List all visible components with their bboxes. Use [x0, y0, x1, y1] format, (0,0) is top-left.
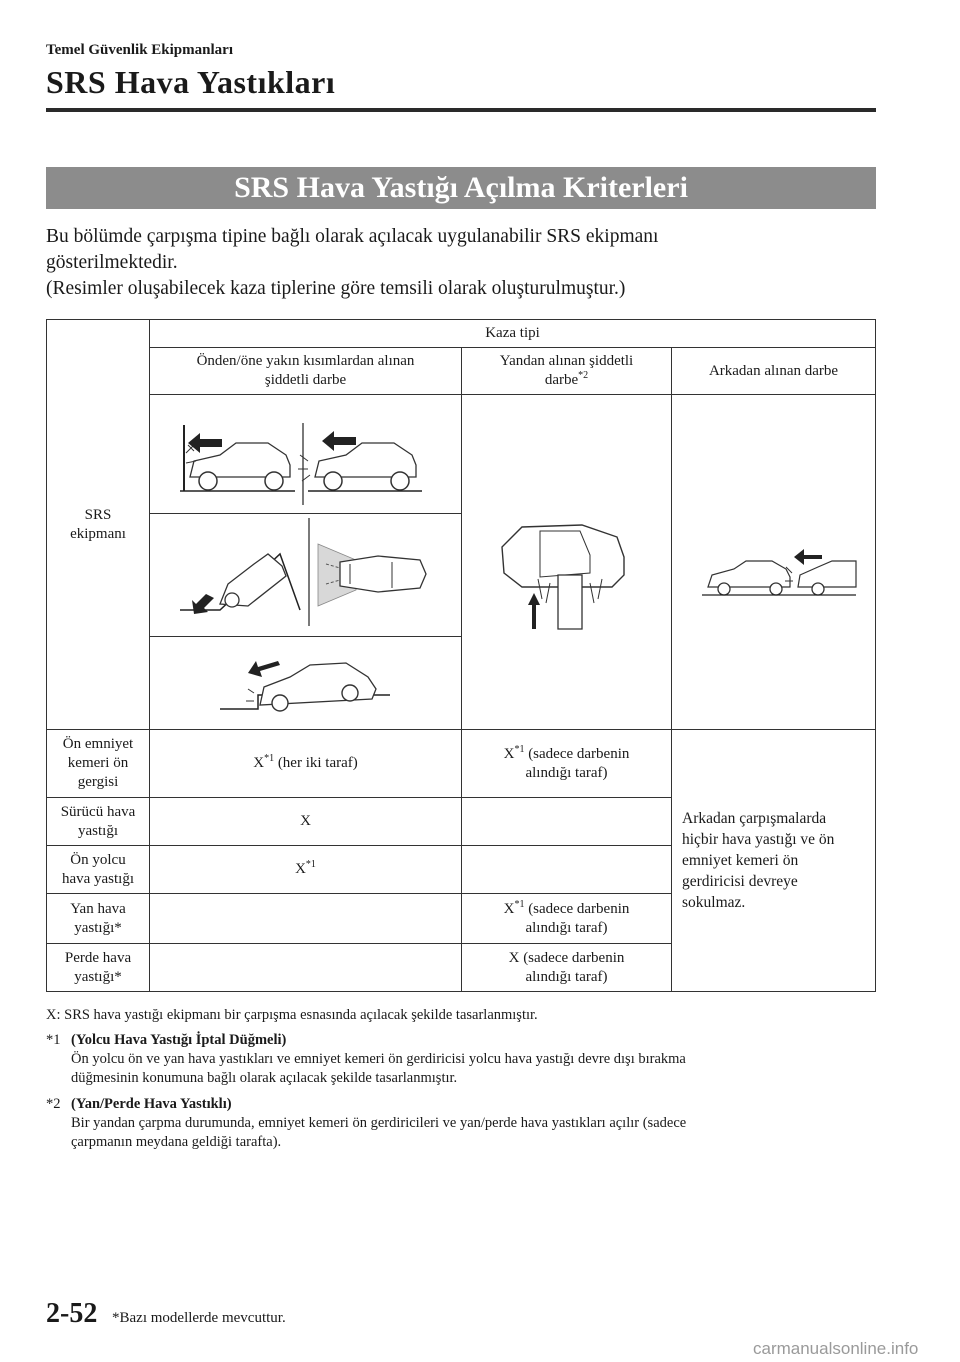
rear-collision-illustration	[672, 395, 876, 730]
header-line	[468, 371, 665, 390]
row-label-line: Sürücü hava	[60, 803, 136, 820]
row-label-line: Perde hava	[64, 949, 132, 966]
row-label-line: yastığı*	[74, 919, 122, 936]
watermark: carmanualsonline.info	[753, 1339, 919, 1358]
header-side-impact	[462, 348, 672, 395]
deployment-criteria-table	[46, 319, 876, 992]
note-line: gerdiricisi devreye	[682, 873, 798, 890]
footnotes	[46, 1006, 886, 1159]
row-label-line: gergisi	[77, 774, 119, 790]
footnote-ref: *1	[305, 859, 316, 870]
curtain-front-value	[150, 944, 462, 992]
footnote-1	[46, 1031, 886, 1088]
footnote-title: (Yolcu Hava Yastığı İptal Düğmeli)	[71, 1032, 287, 1048]
note-line: sokulmaz.	[682, 894, 746, 911]
intro-line: gösterilmektedir.	[46, 252, 178, 273]
cell-line: alındığı taraf)	[525, 968, 608, 985]
intro-text	[46, 224, 876, 302]
row-label-line: Ön yolcu	[70, 851, 126, 868]
x-mark: X	[503, 745, 515, 762]
side-airbag-side-value	[462, 894, 672, 944]
header-front-impact	[150, 348, 462, 395]
cell-line	[468, 900, 665, 919]
header-rear-impact: Arkadan alınan darbe	[672, 348, 876, 395]
footnote-mark: *2	[46, 1096, 61, 1112]
availability-note: *Bazı modellerde mevcuttur.	[112, 1310, 286, 1326]
row-label-line: Yan hava	[70, 900, 126, 917]
angled-collision-icon	[150, 514, 461, 636]
intro-line: Bu bölümde çarpışma tipine bağlı olarak açılacak uygulanabilir SRS ekipmanı	[46, 226, 659, 247]
passenger-front-value	[150, 846, 462, 894]
row-header-line: SRS	[84, 506, 112, 523]
row-label-curtain	[47, 944, 150, 992]
x-mark: X	[503, 900, 515, 917]
front-collision-icon	[150, 395, 461, 513]
row-header-srs	[47, 320, 150, 730]
row-label-line: yastığı	[78, 822, 118, 839]
footnote-ref: *1	[514, 898, 525, 910]
offset-collision-icon	[150, 637, 461, 729]
header-kaza-tipi: Kaza tipi	[150, 320, 876, 348]
note-line: hiçbir hava yastığı ve ön	[682, 831, 835, 848]
footnote-body	[71, 1095, 886, 1152]
curtain-side-value	[462, 944, 672, 992]
header-line: Önden/öne yakın kısımlardan alınan	[196, 353, 415, 369]
x-definition: X: SRS hava yastığı ekipmanı bir çarpışma esnasında açılacak şekilde tasarlanmıştır.	[46, 1007, 538, 1023]
cell-line: alındığı taraf)	[525, 764, 608, 781]
x-mark: X	[295, 861, 306, 877]
footnote-mark: *1	[46, 1032, 61, 1048]
row-header-line: ekipmanı	[70, 525, 126, 542]
footnote-line: Bir yandan çarpma durumunda, emniyet kemeri ön gerdiricileri ve yan/perde hava yastıkları açılır (sadece	[71, 1115, 687, 1131]
row-label-line: hava yastığı	[61, 870, 135, 887]
cell-line: X (sadece darbenin	[508, 949, 625, 966]
row-label-line: Ön emniyet	[62, 736, 134, 752]
x-mark: X	[253, 755, 265, 771]
header-line: Yandan alınan şiddetli	[499, 353, 634, 369]
note-line: Arkadan çarpışmalarda	[682, 810, 827, 827]
intro-line: (Resimler oluşabilecek kaza tiplerine göre temsili olarak oluşturulmuştur.)	[46, 278, 626, 299]
page-title: SRS Hava Yastıkları	[46, 64, 336, 100]
belt-front-value	[150, 730, 462, 798]
cell-text: (sadece darbenin	[524, 900, 630, 917]
footnote-line: çarpmanın meydana geldiği tarafta).	[71, 1134, 282, 1150]
front-collision-illustration	[150, 395, 462, 514]
offset-collision-illustration	[150, 637, 462, 730]
row-label-driver	[47, 798, 150, 846]
row-label-passenger	[47, 846, 150, 894]
footnote-title: (Yan/Perde Hava Yastıklı)	[71, 1096, 232, 1112]
section-breadcrumb: Temel Güvenlik Ekipmanları	[46, 42, 233, 58]
row-label-side-airbag	[47, 894, 150, 944]
footnote-line: düğmesinin konumuna bağlı olarak açılacak şekilde tasarlanmıştır.	[71, 1070, 458, 1086]
note-line: emniyet kemeri ön	[682, 852, 799, 869]
row-label-belt	[47, 730, 150, 798]
side-airbag-front-value	[150, 894, 462, 944]
rear-collision-icon	[672, 397, 875, 727]
row-label-line: yastığı*	[74, 968, 122, 985]
cell-text: (her iki taraf)	[274, 755, 358, 771]
footnote-2	[46, 1095, 886, 1152]
side-collision-icon	[462, 397, 671, 727]
angled-collision-illustration	[150, 514, 462, 637]
footnote-body	[71, 1031, 886, 1088]
rear-impact-note	[672, 730, 876, 992]
footnote-ref: *2	[578, 370, 589, 381]
cell-line: alındığı taraf)	[525, 919, 608, 936]
footnote-line: Ön yolcu ön ve yan hava yastıkları ve emniyet kemeri ön gerdiricisi yolcu hava yastığı devre dışı bırakma	[71, 1051, 686, 1067]
belt-side-value	[462, 730, 672, 798]
driver-side-value	[462, 798, 672, 846]
title-divider	[46, 108, 876, 112]
side-collision-illustration	[462, 395, 672, 730]
header-text: darbe	[544, 372, 579, 388]
section-banner: SRS Hava Yastığı Açılma Kriterleri	[46, 167, 876, 209]
row-label-line: kemeri ön	[67, 755, 129, 771]
cell-line	[468, 745, 665, 764]
driver-front-value: X	[150, 798, 462, 846]
page-number: 2-52	[46, 1298, 98, 1329]
passenger-side-value	[462, 846, 672, 894]
cell-text: (sadece darbenin	[524, 745, 630, 762]
footnote-ref: *1	[264, 753, 275, 764]
header-line: şiddetli darbe	[264, 372, 347, 388]
footnote-ref: *1	[514, 743, 525, 755]
